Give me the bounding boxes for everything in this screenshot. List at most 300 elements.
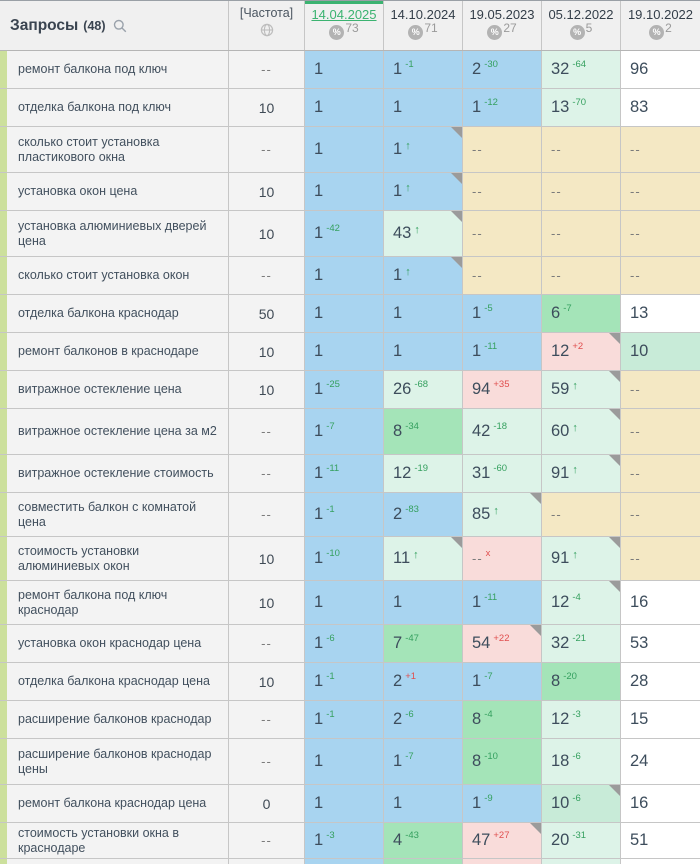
keyword-group-stripe: [0, 173, 7, 210]
position-cell[interactable]: [621, 537, 700, 580]
frequency-cell: 10: [229, 211, 305, 256]
position-change: -10: [326, 548, 340, 559]
keyword-cell[interactable]: [0, 89, 229, 126]
position-value: --: [630, 466, 641, 481]
position-change: -1: [326, 671, 335, 682]
position-cell[interactable]: [384, 51, 463, 88]
snippet-corner-marker: [609, 371, 620, 382]
position-cell[interactable]: [463, 51, 542, 88]
position-cell[interactable]: [463, 663, 542, 700]
percent-icon: %: [649, 25, 664, 40]
position-cell[interactable]: [305, 333, 384, 370]
position-value: 16: [630, 593, 649, 611]
position-cell[interactable]: [542, 493, 621, 536]
frequency-cell: --: [229, 257, 305, 294]
position-value: 13: [551, 98, 570, 116]
position-value: 10: [630, 342, 649, 360]
keyword-cell[interactable]: [0, 537, 229, 580]
visibility-count: 5: [585, 21, 593, 35]
position-value: 4: [393, 831, 403, 849]
position-value: 1: [314, 593, 324, 611]
position-value: 60: [551, 422, 570, 440]
position-cell[interactable]: [305, 537, 384, 580]
keyword-group-stripe: [0, 455, 7, 492]
position-cell[interactable]: [305, 625, 384, 662]
position-value: 28: [630, 672, 649, 690]
position-change: -19: [414, 463, 429, 474]
position-value: --: [472, 142, 483, 157]
position-value: --: [472, 184, 483, 199]
position-value: 1: [393, 342, 403, 360]
position-cell[interactable]: [621, 211, 700, 256]
date-column-header[interactable]: [305, 1, 384, 50]
date-label[interactable]: 05.12.2022: [548, 7, 614, 22]
position-cell[interactable]: [463, 455, 542, 492]
table-row: [0, 859, 700, 864]
position-cell[interactable]: [621, 295, 700, 332]
frequency-cell: 10: [229, 537, 305, 580]
position-value: 51: [630, 831, 649, 849]
position-cell[interactable]: [463, 371, 542, 408]
position-cell[interactable]: [463, 701, 542, 738]
position-cell[interactable]: [305, 257, 384, 294]
date-column-header[interactable]: [463, 1, 542, 50]
position-cell[interactable]: [384, 127, 463, 172]
position-change: -25: [326, 379, 340, 390]
position-cell[interactable]: [384, 663, 463, 700]
table-row: [0, 823, 700, 859]
position-value: 1: [314, 794, 324, 812]
position-change: ↑: [572, 379, 578, 392]
position-cell[interactable]: [305, 173, 384, 210]
frequency-cell: --: [229, 823, 305, 858]
position-cell[interactable]: [384, 701, 463, 738]
position-cell[interactable]: [542, 537, 621, 580]
position-cell[interactable]: [305, 859, 384, 864]
position-cell[interactable]: [542, 625, 621, 662]
position-cell[interactable]: [384, 211, 463, 256]
position-value: 1: [314, 140, 324, 158]
position-change: ↑: [405, 265, 411, 278]
position-cell[interactable]: [305, 127, 384, 172]
position-change: -4: [484, 709, 493, 720]
keyword-label: установка окон краснодар цена: [18, 636, 202, 650]
position-change: -42: [326, 223, 340, 234]
position-cell[interactable]: [384, 537, 463, 580]
position-cell[interactable]: [542, 409, 621, 454]
table-header: [0, 1, 700, 51]
percent-icon: %: [329, 25, 344, 40]
queries-header[interactable]: [0, 1, 229, 50]
keyword-cell[interactable]: [0, 701, 229, 738]
position-change: -47: [405, 633, 419, 644]
position-cell[interactable]: [542, 823, 621, 858]
position-value: --: [551, 268, 562, 283]
position-change: +35: [493, 379, 510, 390]
keyword-cell[interactable]: [0, 859, 229, 864]
position-cell[interactable]: [542, 859, 621, 864]
table-row: [0, 537, 700, 581]
position-change: -4: [572, 592, 581, 603]
visibility-count: 71: [424, 21, 438, 35]
position-cell[interactable]: [463, 739, 542, 784]
position-cell[interactable]: [542, 371, 621, 408]
snippet-corner-marker: [530, 493, 541, 504]
position-cell[interactable]: [305, 785, 384, 822]
position-cell[interactable]: [542, 257, 621, 294]
position-cell[interactable]: [384, 493, 463, 536]
position-value: --: [551, 184, 562, 199]
position-value: 1: [314, 304, 324, 322]
position-cell[interactable]: [542, 785, 621, 822]
keyword-cell[interactable]: [0, 823, 229, 858]
position-cell[interactable]: [621, 173, 700, 210]
position-cell[interactable]: [463, 211, 542, 256]
frequency-cell: 10: [229, 581, 305, 624]
table-row: [0, 739, 700, 785]
position-cell[interactable]: [463, 537, 542, 580]
position-value: --: [551, 142, 562, 157]
position-cell[interactable]: [305, 455, 384, 492]
snippet-corner-marker: [451, 127, 462, 138]
position-value: 1: [314, 380, 324, 398]
visibility-count: 73: [345, 21, 359, 35]
position-cell[interactable]: [384, 89, 463, 126]
position-cell[interactable]: [305, 739, 384, 784]
position-cell[interactable]: [542, 581, 621, 624]
position-change: -1: [326, 504, 335, 515]
date-label[interactable]: 14.04.2025: [311, 7, 377, 22]
frequency-cell: 50: [229, 295, 305, 332]
frequency-cell: [229, 859, 305, 864]
keyword-label: отделка балкона под ключ: [18, 100, 172, 114]
position-change: ↑: [572, 548, 578, 561]
position-cell[interactable]: [384, 859, 463, 864]
keyword-cell[interactable]: [0, 173, 229, 210]
position-value: 12: [551, 342, 570, 360]
frequency-cell: --: [229, 51, 305, 88]
position-value: 91: [551, 464, 570, 482]
percent-icon: %: [487, 25, 502, 40]
position-cell[interactable]: [305, 493, 384, 536]
date-label[interactable]: 19.10.2022: [627, 7, 694, 22]
table-row: [0, 581, 700, 625]
position-change: -10: [484, 751, 498, 762]
keyword-group-stripe: [0, 371, 7, 408]
keyword-cell[interactable]: [0, 371, 229, 408]
position-cell[interactable]: [542, 89, 621, 126]
position-value: --: [472, 226, 483, 241]
position-value: 1: [314, 224, 324, 242]
position-cell[interactable]: [621, 581, 700, 624]
position-cell[interactable]: [463, 823, 542, 858]
position-change: +2: [572, 341, 584, 352]
position-value: 18: [551, 752, 570, 770]
keyword-cell[interactable]: [0, 211, 229, 256]
table-row: [0, 493, 700, 537]
snippet-corner-marker: [609, 581, 620, 592]
position-cell[interactable]: [621, 701, 700, 738]
position-value: 53: [630, 634, 649, 652]
snippet-corner-marker: [530, 625, 541, 636]
position-cell[interactable]: [384, 455, 463, 492]
keyword-group-stripe: [0, 581, 7, 624]
position-cell[interactable]: [305, 51, 384, 88]
position-value: 32: [551, 60, 570, 78]
position-value: 1: [393, 60, 403, 78]
position-cell[interactable]: [384, 257, 463, 294]
position-cell[interactable]: [463, 127, 542, 172]
position-cell[interactable]: [384, 295, 463, 332]
keyword-group-stripe: [0, 51, 7, 88]
keyword-label: расширение балконов краснодар: [18, 712, 212, 726]
position-cell[interactable]: [621, 257, 700, 294]
position-value: 1: [472, 98, 482, 116]
position-value: 10: [551, 794, 570, 812]
position-change: ↑: [572, 421, 578, 434]
position-value: 96: [630, 60, 649, 78]
keyword-group-stripe: [0, 663, 7, 700]
position-value: 2: [393, 672, 403, 690]
position-cell[interactable]: [305, 371, 384, 408]
position-change: -31: [572, 830, 587, 841]
position-value: 1: [314, 464, 324, 482]
visibility-indicator: [329, 21, 359, 40]
keyword-cell[interactable]: [0, 257, 229, 294]
position-cell[interactable]: [463, 859, 542, 864]
position-change: -6: [326, 633, 335, 644]
keyword-cell[interactable]: [0, 663, 229, 700]
table-row: [0, 211, 700, 257]
position-cell[interactable]: [463, 257, 542, 294]
position-cell[interactable]: [305, 409, 384, 454]
keyword-cell[interactable]: [0, 493, 229, 536]
position-cell[interactable]: [621, 455, 700, 492]
position-value: 24: [630, 752, 649, 770]
position-value: 1: [314, 182, 324, 200]
keyword-cell[interactable]: [0, 455, 229, 492]
position-cell[interactable]: [542, 739, 621, 784]
visibility-count: 27: [503, 21, 517, 35]
position-value: 2: [393, 505, 403, 523]
position-cell[interactable]: [305, 701, 384, 738]
keyword-cell[interactable]: [0, 127, 229, 172]
date-column-header[interactable]: [384, 1, 463, 50]
position-cell[interactable]: [542, 211, 621, 256]
position-change: +1: [405, 671, 417, 682]
frequency-cell: 0: [229, 785, 305, 822]
snippet-corner-marker: [609, 333, 620, 344]
position-cell[interactable]: [463, 89, 542, 126]
position-cell[interactable]: [621, 89, 700, 126]
visibility-indicator: [408, 21, 438, 40]
position-change: -70: [572, 97, 587, 108]
queries-count: (48): [83, 18, 106, 33]
keyword-cell[interactable]: [0, 409, 229, 454]
position-cell[interactable]: [621, 127, 700, 172]
position-cell[interactable]: [463, 581, 542, 624]
keyword-cell[interactable]: [0, 51, 229, 88]
position-cell[interactable]: [384, 581, 463, 624]
frequency-cell: --: [229, 409, 305, 454]
position-cell[interactable]: [384, 823, 463, 858]
date-label[interactable]: 19.05.2023: [469, 7, 535, 22]
table-row: [0, 409, 700, 455]
visibility-count: 2: [665, 21, 672, 35]
keyword-label: ремонт балкона под ключ краснодар: [18, 587, 168, 617]
keyword-label: ремонт балконов в краснодаре: [18, 344, 199, 358]
keyword-label: установка окон цена: [18, 184, 138, 198]
keyword-cell[interactable]: [0, 333, 229, 370]
keyword-cell[interactable]: [0, 581, 229, 624]
position-value: 1: [472, 342, 482, 360]
position-cell[interactable]: [542, 455, 621, 492]
keyword-group-stripe: [0, 89, 7, 126]
position-value: 8: [551, 672, 561, 690]
search-icon[interactable]: [113, 19, 127, 33]
position-cell[interactable]: [542, 295, 621, 332]
snippet-corner-marker: [609, 785, 620, 796]
position-value: 12: [551, 593, 570, 611]
position-change: -34: [405, 421, 419, 432]
position-value: 12: [393, 464, 412, 482]
position-cell[interactable]: [621, 625, 700, 662]
position-value: 1: [393, 266, 403, 284]
position-cell[interactable]: [542, 663, 621, 700]
position-cell[interactable]: [542, 333, 621, 370]
keyword-group-stripe: [0, 295, 7, 332]
position-value: 1: [314, 505, 324, 523]
position-change: -1: [405, 59, 414, 70]
position-value: 11: [393, 549, 411, 567]
keyword-cell[interactable]: [0, 295, 229, 332]
keyword-label: сколько стоит установка окон: [18, 268, 190, 282]
keyword-label: установка алюминиевых дверей цена: [18, 218, 207, 248]
keyword-group-stripe: [0, 127, 7, 172]
position-cell[interactable]: [463, 333, 542, 370]
position-value: --: [630, 268, 641, 283]
table-row: [0, 295, 700, 333]
date-label[interactable]: 14.10.2024: [390, 7, 456, 22]
position-change: -68: [414, 379, 429, 390]
position-cell[interactable]: [621, 409, 700, 454]
position-cell[interactable]: [305, 663, 384, 700]
position-value: 83: [630, 98, 649, 116]
position-cell[interactable]: [621, 51, 700, 88]
position-cell[interactable]: [621, 785, 700, 822]
position-change: ↑: [572, 463, 578, 476]
position-value: 1: [393, 593, 403, 611]
table-row: [0, 257, 700, 295]
frequency-cell: 10: [229, 173, 305, 210]
position-cell[interactable]: [463, 785, 542, 822]
position-value: 15: [630, 710, 649, 728]
date-column-header[interactable]: [542, 1, 621, 50]
snippet-corner-marker: [609, 455, 620, 466]
frequency-header[interactable]: [229, 1, 305, 50]
position-change: -11: [484, 592, 498, 603]
keyword-label: стоимость установки окна в краснодаре: [18, 825, 179, 855]
position-change: -83: [405, 504, 419, 515]
position-cell[interactable]: [621, 371, 700, 408]
date-column-header[interactable]: [621, 1, 700, 50]
position-cell[interactable]: [621, 663, 700, 700]
position-cell[interactable]: [305, 295, 384, 332]
position-value: 20: [551, 831, 570, 849]
position-value: 42: [472, 422, 491, 440]
position-cell[interactable]: [384, 785, 463, 822]
frequency-cell: --: [229, 625, 305, 662]
position-value: 8: [472, 710, 482, 728]
frequency-cell: --: [229, 739, 305, 784]
position-value: 32: [551, 634, 570, 652]
position-change: -43: [405, 830, 419, 841]
position-cell[interactable]: [384, 333, 463, 370]
keyword-cell[interactable]: [0, 739, 229, 784]
position-cell[interactable]: [621, 493, 700, 536]
position-change: -3: [572, 709, 581, 720]
position-change: x: [485, 548, 491, 559]
keyword-group-stripe: [0, 625, 7, 662]
position-cell[interactable]: [305, 823, 384, 858]
position-value: --: [630, 382, 641, 397]
position-cell[interactable]: [542, 127, 621, 172]
position-cell[interactable]: [621, 823, 700, 858]
keyword-label: расширение балконов краснодар цены: [18, 746, 212, 776]
position-cell[interactable]: [463, 173, 542, 210]
keyword-label: совместить балкон с комнатой цена: [18, 499, 197, 529]
position-cell[interactable]: [463, 625, 542, 662]
position-cell[interactable]: [384, 625, 463, 662]
position-cell[interactable]: [542, 51, 621, 88]
position-change: ↑: [405, 181, 411, 194]
position-cell[interactable]: [384, 739, 463, 784]
position-value: 1: [314, 422, 324, 440]
position-cell[interactable]: [542, 701, 621, 738]
position-cell[interactable]: [463, 493, 542, 536]
keyword-label: витражное остекление цена за м2: [18, 424, 217, 438]
frequency-cell: 10: [229, 89, 305, 126]
position-cell[interactable]: [305, 89, 384, 126]
position-cell[interactable]: [621, 333, 700, 370]
position-value: --: [472, 551, 483, 566]
position-cell[interactable]: [621, 739, 700, 784]
position-cell[interactable]: [542, 173, 621, 210]
keyword-cell[interactable]: [0, 785, 229, 822]
position-cell[interactable]: [621, 859, 700, 864]
position-cell[interactable]: [305, 211, 384, 256]
keyword-group-stripe: [0, 785, 7, 822]
table-row: [0, 51, 700, 89]
position-cell[interactable]: [463, 295, 542, 332]
position-cell[interactable]: [384, 409, 463, 454]
position-change: -64: [572, 59, 587, 70]
position-change: -7: [563, 303, 572, 314]
keyword-group-stripe: [0, 537, 7, 580]
keyword-group-stripe: [0, 739, 7, 784]
position-change: -12: [484, 97, 498, 108]
position-cell[interactable]: [384, 173, 463, 210]
position-cell[interactable]: [305, 581, 384, 624]
position-cell[interactable]: [463, 409, 542, 454]
position-value: 8: [472, 752, 482, 770]
snippet-corner-marker: [609, 409, 620, 420]
position-cell[interactable]: [384, 371, 463, 408]
snippet-corner-marker: [451, 257, 462, 268]
keyword-cell[interactable]: [0, 625, 229, 662]
position-value: 16: [630, 794, 649, 812]
keyword-group-stripe: [0, 211, 7, 256]
